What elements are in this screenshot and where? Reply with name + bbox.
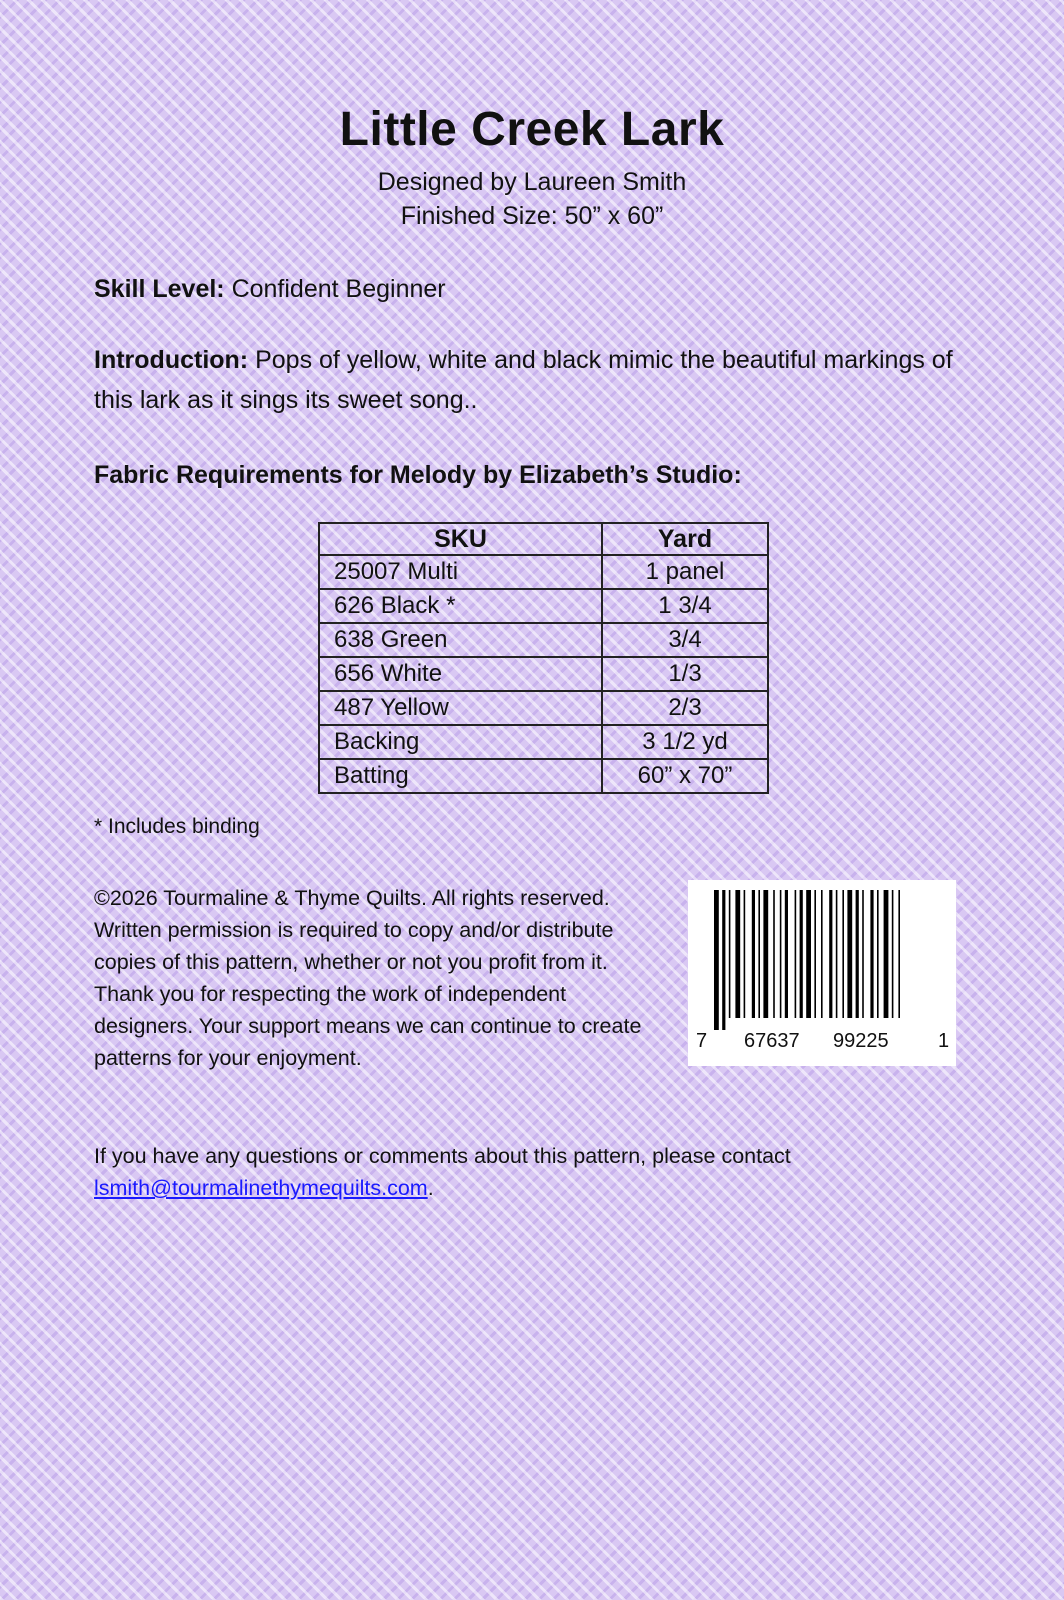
barcode-bar	[829, 890, 832, 1018]
barcode-bar	[821, 890, 823, 1018]
intro-text: Pops of yellow, white and black mimic the beautiful markings of this lark as it sings its sweet song..	[94, 346, 953, 414]
barcode	[688, 880, 956, 1066]
barcode-bar	[780, 890, 782, 1018]
barcode-bar	[862, 890, 864, 1018]
header-yard: Yard	[602, 523, 768, 555]
barcode-bar	[842, 890, 844, 1018]
fabric-requirements-heading: Fabric Requirements for Melody by Elizabeth’s Studio:	[94, 461, 742, 489]
barcode-bar	[877, 890, 879, 1018]
sku-cell: 656 White	[319, 657, 602, 691]
yard-cell: 60” x 70”	[602, 759, 768, 793]
skill-level	[94, 269, 446, 309]
barcode-bar	[836, 890, 838, 1018]
table-row	[319, 725, 768, 759]
yard-cell: 3/4	[602, 623, 768, 657]
barcode-bars	[714, 890, 922, 1030]
barcode-bar	[773, 890, 775, 1018]
intro-label: Introduction:	[94, 346, 249, 374]
table-row	[319, 555, 768, 589]
designer-line: Designed by Laureen Smith	[377, 168, 687, 196]
barcode-bar	[758, 890, 760, 1018]
yard-cell: 1 3/4	[602, 589, 768, 623]
copyright-text: ©2026 Tourmaline & Thyme Quilts. All rights reserved. Written permission is required to copy and/or distribute copies of this pattern, whether or not you profit from it. Thank you for respecting the work of independent designers. Your support means we can continue to create patterns for your enjoyment.	[94, 886, 642, 1070]
sku-cell: 638 Green	[319, 623, 602, 657]
sku-cell: 25007 Multi	[319, 555, 602, 589]
barcode-digits-left: 67637	[744, 1030, 800, 1052]
table-row	[319, 691, 768, 725]
contact-end: .	[427, 1176, 434, 1200]
barcode-digits-right: 99225	[833, 1030, 889, 1052]
yard-cell: 1 panel	[602, 555, 768, 589]
table-row	[319, 657, 768, 691]
barcode-bar	[722, 890, 725, 1030]
barcode-bar	[870, 890, 873, 1018]
table-row	[319, 759, 768, 793]
page-title: Little Creek Lark	[339, 103, 725, 156]
barcode-bar	[898, 890, 900, 1018]
table-header-row	[319, 523, 768, 555]
yard-cell: 1/3	[602, 657, 768, 691]
barcode-bar	[856, 890, 859, 1018]
barcode-digits	[688, 1030, 956, 1058]
binding-note: * Includes binding	[94, 815, 260, 838]
barcode-bar	[806, 890, 811, 1018]
barcode-bar	[884, 890, 889, 1018]
skill-value: Confident Beginner	[224, 275, 446, 303]
barcode-bar	[892, 890, 894, 1018]
sku-cell: 626 Black *	[319, 589, 602, 623]
sku-cell: Backing	[319, 725, 602, 759]
barcode-bar	[795, 890, 797, 1018]
email-link[interactable]: lsmith@tourmalinethymequilts.com	[94, 1176, 428, 1200]
barcode-bar	[744, 890, 746, 1018]
barcode-bar	[714, 890, 719, 1030]
finished-size-line: Finished Size: 50” x 60”	[400, 202, 664, 230]
header-sku: SKU	[319, 523, 602, 555]
barcode-bar	[847, 890, 852, 1018]
contact-paragraph	[94, 1140, 791, 1204]
sku-cell: Batting	[319, 759, 602, 793]
barcode-bar	[800, 890, 803, 1018]
barcode-bar	[814, 890, 816, 1018]
contact-text: If you have any questions or comments about this pattern, please contact	[94, 1144, 791, 1168]
barcode-bar	[735, 890, 740, 1018]
introduction	[94, 340, 994, 420]
fabric-table	[318, 522, 769, 794]
table-row	[319, 623, 768, 657]
table-row	[319, 589, 768, 623]
barcode-bar	[763, 890, 768, 1018]
barcode-digit-last: 1	[938, 1030, 950, 1052]
sku-cell: 487 Yellow	[319, 691, 602, 725]
skill-label: Skill Level:	[94, 275, 225, 303]
barcode-digit-first: 7	[696, 1030, 708, 1052]
barcode-bar	[785, 890, 788, 1018]
yard-cell: 2/3	[602, 691, 768, 725]
yard-cell: 3 1/2 yd	[602, 725, 768, 759]
barcode-bar	[752, 890, 755, 1018]
barcode-bar	[729, 890, 731, 1018]
